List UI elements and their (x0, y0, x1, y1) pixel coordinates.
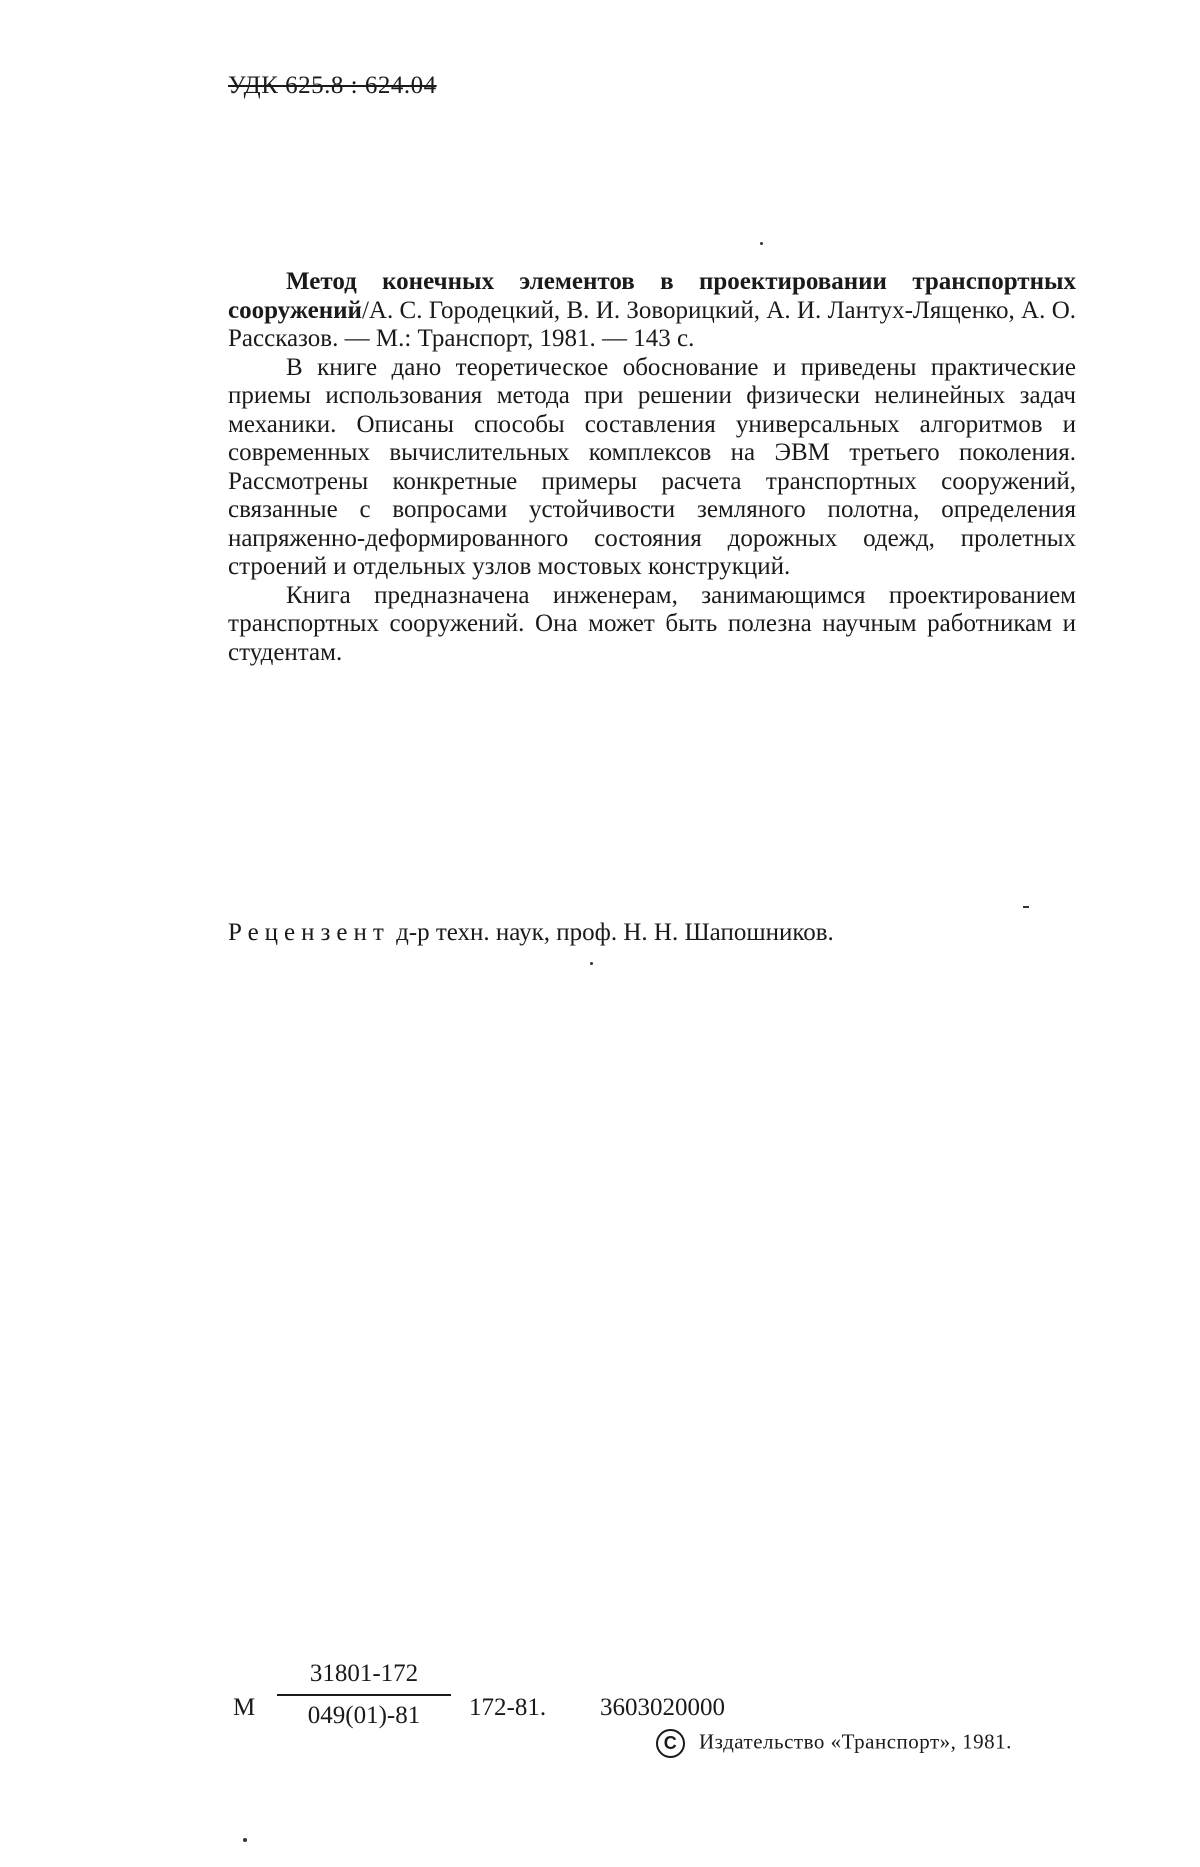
book-title: Метод конечных элементов в проектировании транспортных сооружений (228, 268, 1076, 324)
imprint-letter: М (233, 1694, 256, 1721)
audience-paragraph: Книга предназначена инженерам, занимающимся проектированием транспортных сооружений. Она может быть полезна научным работникам и студентам. (228, 581, 1076, 666)
publication-imprint (233, 1660, 1093, 1780)
imprint-code: 172-81. (469, 1694, 547, 1721)
abstract-block (228, 268, 1076, 667)
imprint-fraction (277, 1660, 451, 1730)
copyright-text: Издательство «Транспорт», 1981. (699, 1729, 1012, 1754)
reviewer-details: д-р техн. наук, проф. Н. Н. Шапошников. (396, 919, 834, 946)
annotation-paragraph: В книге дано теоретическое обоснование и приведены практические приемы использования метода при решении физически нелинейных задач механики. Описаны способы составления универсальных алгоритмов и современных вычислительных комплексов на ЭВМ третьего поколения. Рассмотрены конкретные примеры расчета транспортных сооружений, связанные с вопросами устойчивости земляного полотна, определения напряженно-деформированного состояния дорожных одежд, пролетных строений и отдельных узлов мостовых конструкций. (228, 353, 1076, 580)
bibliographic-record (228, 268, 1076, 354)
imprint-number: 3603020000 (600, 1694, 725, 1721)
copyright-line (656, 1729, 1012, 1758)
print-speck (1023, 906, 1029, 908)
print-speck (760, 242, 763, 245)
bibliographic-details: /А. С. Городецкий, В. И. Зоворицкий, А. И. Лантух-Лященко, А. О. Рассказов. — М.: Транспорт, 1981. — 143 с. (228, 296, 1076, 352)
udk-code: УДК 625.8 : 624.04 (228, 72, 437, 99)
print-speck (590, 962, 593, 965)
copyright-icon: C (656, 1729, 685, 1758)
reviewer-line (228, 918, 1078, 947)
print-speck (243, 1838, 247, 1842)
imprint-numerator: 31801-172 (277, 1660, 451, 1696)
imprint-denominator: 049(01)-81 (307, 1702, 421, 1729)
reviewer-role: Рецензент (228, 919, 390, 946)
